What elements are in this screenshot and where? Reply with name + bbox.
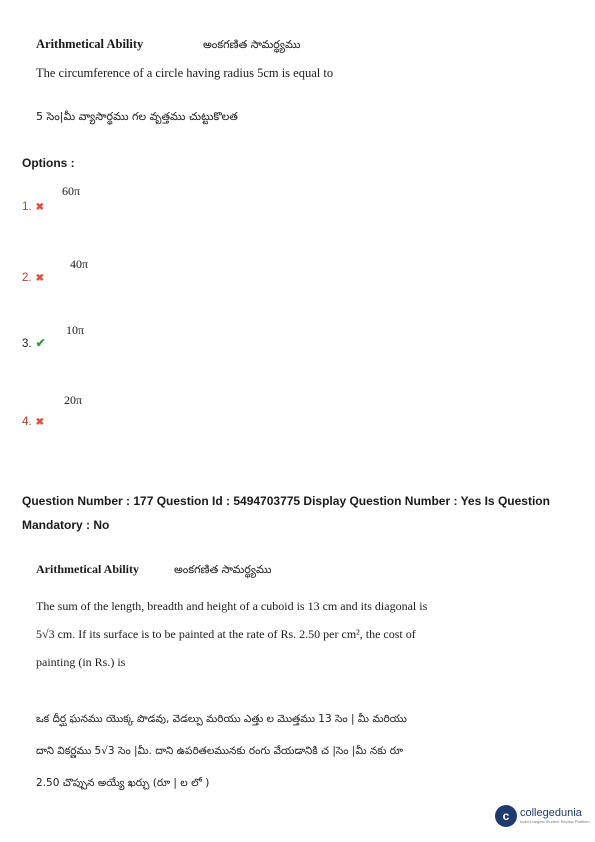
option-3[interactable]: [22, 334, 46, 352]
cross-icon: ✖: [35, 273, 44, 284]
option-4[interactable]: [22, 412, 44, 430]
question-text-telugu-line1: ఒక దీర్ఘ ఘనము యొక్క పొడవు, వెడల్పు మరియు ఎత్తు ల మొత్తము 13 సెం | మీ మరియు: [36, 713, 407, 725]
check-icon: ✔: [35, 336, 46, 350]
option-1[interactable]: [22, 197, 44, 215]
question-text-english: The circumference of a circle having radius 5cm is equal to: [36, 66, 334, 80]
question-info-line1: Question Number : 177 Question Id : 5494703775 Display Question Number : Yes Is Question: [22, 494, 550, 508]
graduate-icon: c: [495, 805, 517, 827]
logo-name: collegedunia: [520, 807, 582, 819]
question-info-line2: Mandatory : No: [22, 518, 110, 532]
question-text-english-line1: The sum of the length, breadth and height of a cuboid is 13 cm and its diagonal is: [36, 599, 428, 613]
option-number: 3.: [22, 338, 32, 350]
question-text-telugu-line3: 2.50 చొప్పున అయ్యే ఖర్చు (రూ | ల లో ): [36, 777, 210, 789]
option-number: 2.: [22, 272, 32, 284]
option-3-value: 10π: [66, 323, 85, 337]
subject-telugu: అంకగణిత సామర్థ్యము: [203, 38, 301, 51]
option-1-value: 60π: [62, 184, 81, 198]
subject-english: Arithmetical Ability: [36, 562, 139, 576]
logo-tagline: India's largest Student Review Platform: [520, 819, 590, 824]
question-text-english-line2: 5√3 cm. If its surface is to be painted at the rate of Rs. 2.50 per cm², the cost of: [36, 627, 416, 641]
collegedunia-logo: [495, 805, 590, 827]
option-4-value: 20π: [64, 393, 83, 407]
options-heading: Options :: [22, 156, 75, 170]
question-text-english-line3: painting (in Rs.) is: [36, 655, 126, 669]
subject-telugu: అంకగణిత సామర్థ్యము: [174, 563, 272, 576]
option-number: 1.: [22, 201, 32, 213]
option-2[interactable]: [22, 268, 44, 286]
question-text-telugu: 5 సెం|మీ వ్యాసార్థము గల వృత్తము చుట్టుకొలత: [36, 110, 238, 123]
option-2-value: 40π: [70, 257, 89, 271]
subject-english: Arithmetical Ability: [36, 37, 144, 51]
question-text-telugu-line2: దాని వికర్ణము 5√3 సెం |మీ. దాని ఉపరితలమునకు రంగు వేయడానికి చ |సెం |మీ నకు రూ: [36, 745, 403, 757]
cross-icon: ✖: [35, 202, 44, 213]
cross-icon: ✖: [35, 417, 44, 428]
option-number: 4.: [22, 416, 32, 428]
